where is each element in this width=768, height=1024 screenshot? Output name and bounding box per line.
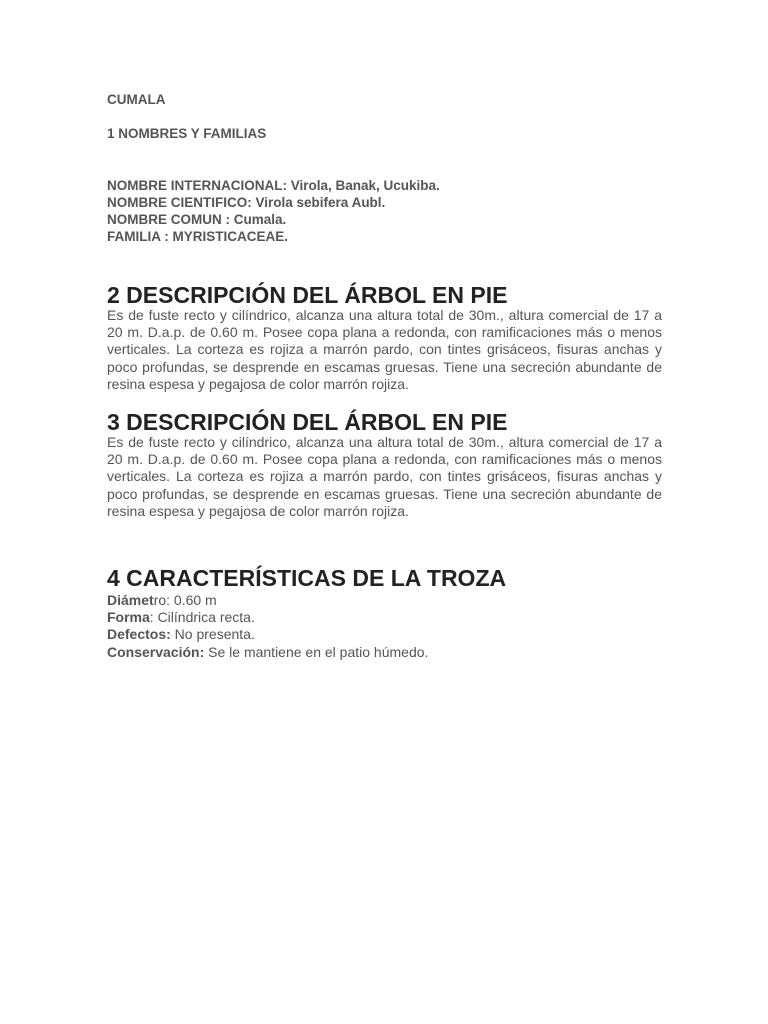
- log-label: Diámet: [107, 592, 154, 608]
- log-row-conservation: [107, 644, 662, 661]
- log-value: : Cilíndrica recta.: [149, 609, 255, 626]
- log-label: Forma: [107, 609, 150, 626]
- document-title: CUMALA: [107, 92, 166, 107]
- section-1-heading: 1 NOMBRES Y FAMILIAS: [107, 126, 267, 141]
- log-value: No presenta.: [170, 626, 255, 643]
- name-row-scientific: [107, 194, 662, 211]
- section-3-body: Es de fuste recto y cilíndrico, alcanza una altura total de 30m., altura comercial de 17 a 20 m. D.a.p. de 0.60 m. Posee copa plana a redonda, con ramificaciones más o menos verticales. La corteza es rojiza a marrón pardo, con tintes grisáceos, fisuras anchas y poco profundas, se desprende en escamas gruesas. Tiene una secreción abundante de resina espesa y pegajosa de color marrón rojiza.: [107, 434, 662, 519]
- section-2-body: Es de fuste recto y cilíndrico, alcanza una altura total de 30m., altura comercial de 17 a 20 m. D.a.p. de 0.60 m. Posee copa plana a redonda, con ramificaciones más o menos verticales. La corteza es rojiza a marrón pardo, con tintes grisáceos, fisuras anchas y poco profundas, se desprende en escamas gruesas. Tiene una secreción abundante de resina espesa y pegajosa de color marrón rojiza.: [107, 307, 662, 392]
- section-3-heading: 3 DESCRIPCIÓN DEL ÁRBOL EN PIE: [107, 409, 508, 435]
- name-label: NOMBRE COMUN :: [107, 212, 230, 227]
- log-value: ro: 0.60 m: [153, 592, 217, 608]
- names-block: [107, 177, 662, 245]
- name-value: Virola sebifera Aubl.: [255, 195, 386, 210]
- log-characteristics: [107, 592, 662, 661]
- name-value: Virola, Banak, Ucukiba.: [290, 178, 440, 193]
- name-label: FAMILIA :: [107, 229, 169, 244]
- name-row-family: [107, 228, 662, 245]
- name-row-common: [107, 211, 662, 228]
- section-4-heading: 4 CARACTERÍSTICAS DE LA TROZA: [107, 565, 507, 591]
- log-value: Se le mantiene en el patio húmedo.: [204, 643, 429, 660]
- log-row-diameter: [107, 592, 662, 609]
- name-row-international: [107, 177, 662, 194]
- log-row-defects: [107, 626, 662, 643]
- log-label: Conservación:: [107, 643, 205, 660]
- name-value: MYRISTICACEAE.: [172, 229, 289, 244]
- name-value: Cumala.: [233, 212, 287, 227]
- name-label: NOMBRE INTERNACIONAL: [107, 178, 283, 193]
- name-sep: :: [282, 178, 291, 193]
- log-label: Defectos:: [107, 626, 171, 643]
- name-label: NOMBRE CIENTIFICO:: [107, 195, 252, 210]
- section-2-heading: 2 DESCRIPCIÓN DEL ÁRBOL EN PIE: [107, 282, 508, 308]
- log-row-shape: [107, 609, 662, 626]
